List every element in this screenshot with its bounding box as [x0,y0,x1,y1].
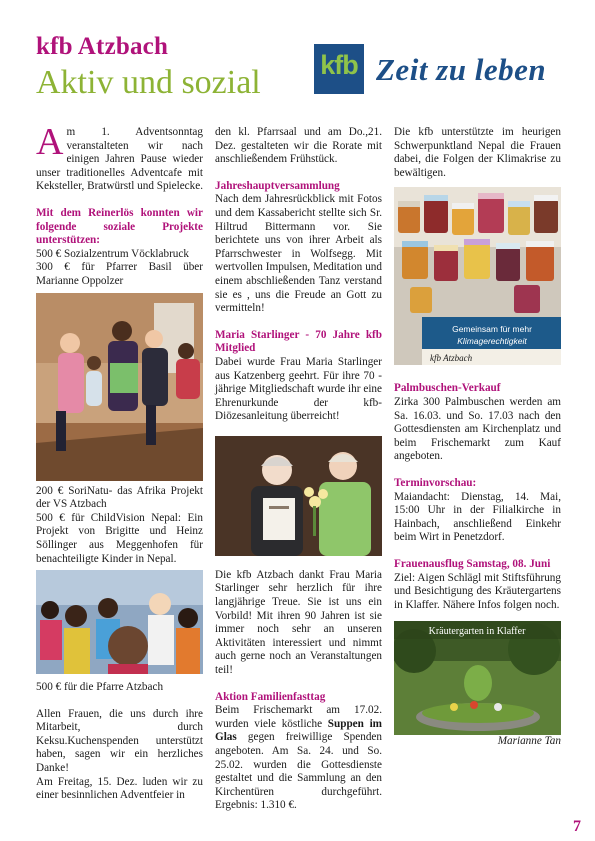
section-heading: Aktion Familienfasttag [215,690,326,703]
logo-text: kfb [320,50,358,80]
donation-item: 500 € für die Pfarre Atzbach [36,681,164,694]
banner-line-3: kfb Atzbach [430,353,473,364]
donation-item: 200 € SoriNatu- das Afrika Projekt der VS Atzbach [36,484,203,511]
donation-item: 300 € für Pfarrer Basil über Marianne Oppolzer [36,261,203,287]
banner-line-2: Klimagerechtigkeit [457,336,527,347]
photo-jars-image [394,187,561,365]
assembly-paragraph: Nach dem Jahresrückblick mit Fotos und dem Kassabericht stellte sich Sr. Hiltrud Bittermann vor. Sie berichtete uns von ihrer Arbeit als Pfarrschwester in Wolfsegg. Mit wertvollen Impulsen, Meditation und einem abschließenden Tanz verstand sie es , uns die Freude an Gott zu vermitteln! [215,193,382,315]
page-number: 7 [573,818,581,835]
section-heading: Maria Starlinger - 70 Jahre kfb Mitglied [215,328,382,355]
photo-nepal-image [36,570,203,674]
section-heading: Jahreshauptversammlung [215,179,340,192]
donation-item: 500 € Sozialzentrum Vöcklabruck [36,247,189,260]
section-heading: Terminvorschau: [394,476,477,489]
donation-item: 500 € für ChildVision Nepal: Ein Projekt von Brigitte und Heinz Söllinger aus Meggenhofen für benachteiligte Kinder in Nepal. [36,511,203,565]
column-2 [215,126,382,813]
photo-nepal-children [36,570,203,674]
banner-line-1: Gemeinsam für mehr [452,324,532,335]
page-title: Aktiv und sozial [36,64,261,101]
dropcap: A [36,121,64,163]
trip-paragraph: Ziel: Aigen Schlägl mit Stiftsführung und Besichtigung des Kräutergartens in Klaffer. Nähere Infos folgen noch. [394,571,561,611]
section-heading: Frauenausflug Samstag, 08. Juni [394,557,551,570]
fasttag-paragraph: Beim Frischemarkt am 17.02. wurden viele köstliche Suppen im Glas gegen freiwillige Spenden angeboten. Am Sa. 24. und So. 25.02. wurden die Gottesdienste gestaltet und die Sammlung an den Kirchentüren durchgeführt. Ergebnis: 1.310 €. [215,704,382,812]
photo-garden-image [394,621,561,735]
section-heading: Palmbuschen-Verkauf [394,382,501,395]
photo-title: Kräutergarten in Klaffer [428,626,526,638]
preview-paragraph: Maiandacht: Dienstag, 14. Mai, 15:00 Uhr in der Filialkirche in Hainbach, anschließend Einkehr beim Wirt in Penetzdorf. [394,490,561,544]
author-credit: Marianne Tan [497,735,561,748]
starlinger-paragraph: Dabei wurde Frau Maria Starlinger aus Katzenberg geehrt. Für ihre 70 -jährige Mitgliedschaft wurde ihr eine Ehrenurkunde der kfb- Diözesanleitung überreicht! [215,355,382,423]
intro-text: m 1. Adventsonntag veranstalteten wir nach einigen Jahren Pause wieder unser traditionelles Adventcafe mit Keksteller, Bratwürstl und Spielecke. [36,126,204,193]
photo-maria-starlinger [215,436,382,556]
thanks-paragraph: Allen Frauen, die uns durch ihre Mitarbeit, durch Keksu.Kuchenspenden unterstützt haben, sagen wir ein herzliches Danke! [36,707,203,775]
projects-heading: Mit dem Reinerlös konnten wir folgende soziale Projekte unterstützen: [36,206,203,247]
advent-paragraph: Am Freitag, 15. Dez. luden wir zu einer besinnlichen Adventfeier in [36,775,203,802]
thanks-starlinger-paragraph: Die kfb Atzbach dankt Frau Maria Starlinger sehr herzlich für ihre langjährige Treue. Sie ist uns ein Vorbild! Mit ihren 90 Jahren ist sie immer noch sehr an unseren Aktivitäten interessiert und nimmt auch gerne noch an Veranstaltungen teil! [215,568,382,677]
soup-highlight: Suppen im Glas [215,717,382,744]
rorate-paragraph: den kl. Pfarrsaal und am Do.,21. Dez. gestalteten wir die Rorate mit anschließendem Frühstück. [215,126,382,166]
column-1 [36,121,204,803]
column-3 [394,126,561,749]
organization-name: kfb Atzbach [36,33,169,60]
photo-group-image [36,293,203,481]
palm-paragraph: Zirka 300 Palmbuschen werden am Sa. 16.03. und So. 17.03 nach den Gottesdiensten am Kirchenplatz und beim Frischemarkt zum Kauf angeboten. [394,395,561,463]
photo-group-women-children [36,293,203,481]
kfb-logo [314,44,364,94]
nepal-paragraph: Die kfb unterstützte im heurigen Schwerpunktland Nepal die Frauen dabei, die Folgen der Klimakrise zu bewältigen. [394,126,561,179]
slogan: Zeit zu leben [376,52,547,87]
photo-jam-jars [394,187,561,365]
photo-herb-garden [394,621,561,735]
photo-starlinger-image [215,436,382,556]
